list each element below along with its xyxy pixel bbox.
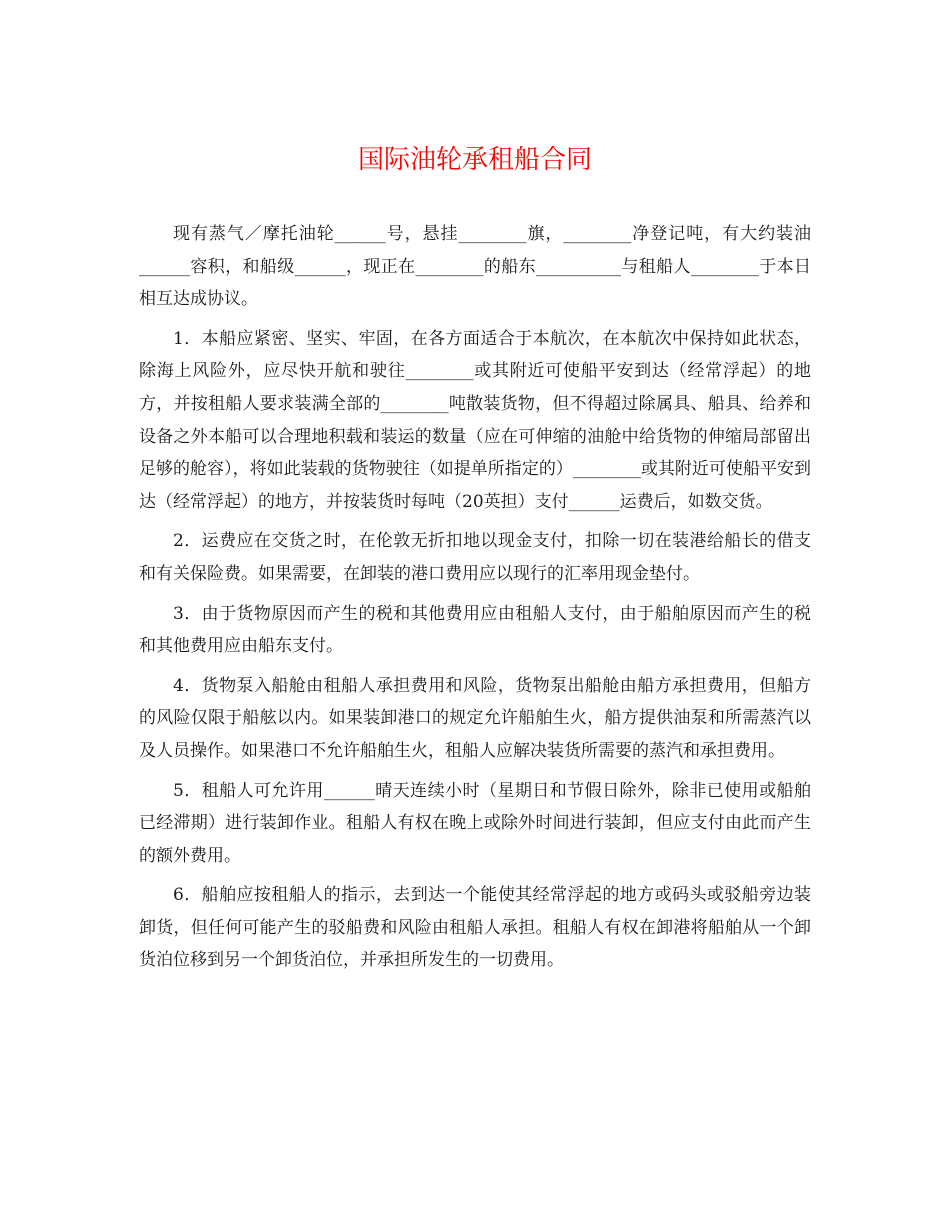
clause-2: 2．运费应在交货之时，在伦敦无折扣地以现金支付，扣除一切在装港给船长的借支和有关保险费。如果需要，在卸装的港口费用应以现行的汇率用现金垫付。 xyxy=(139,531,811,584)
clause-4: 4．货物泵入船舱由租船人承担费用和风险，货物泵出船舱由船方承担费用，但船方的风险仅限于船舷以内。如果装卸港口的规定允许船舶生火，船方提供油泵和所需蒸汽以及人员操作。如果港口不允许船舶生火，租船人应解决装货所需要的蒸汽和承担费用。 xyxy=(139,675,811,761)
clause-1: 1．本船应紧密、坚实、牢固，在各方面适合于本航次，在本航次中保持如此状态，除海上风险外，应尽快开航和驶往________或其附近可使船平安到达（经常浮起）的地方，并按租船人要求装满全部的________吨散装货物，但不得超过除属具、船具、给养和设备之外本船可以合理地积载和装运的数量（应在可伸缩的油舱中给货物的伸缩局部留出足够的舱容），将如此装载的货物驶往（如提单所指定的）________或其附近可使船平安到达（经常浮起）的地方，并按装货时每吨（20英担）支付______运费后，如数交货。 xyxy=(139,328,811,512)
paragraph-preamble: 现有蒸气／摩托油轮______号，悬挂________旗，________净登记吨，有大约装油______容积，和船级______，现正在________的船东__________与租船人________于本日相互达成协议。 xyxy=(139,224,811,310)
clause-5: 5．租船人可允许用______晴天连续小时（星期日和节假日除外，除非已使用或船舶已经滞期）进行装卸作业。租船人有权在晚上或除外时间进行装卸，但应支付由此而产生的额外费用。 xyxy=(139,780,811,866)
document-body xyxy=(139,218,811,984)
clause-3: 3．由于货物原因而产生的税和其他费用应由租船人支付，由于船舶原因而产生的税和其他费用应由船东支付。 xyxy=(139,603,811,657)
document-title: 国际油轮承租船合同 xyxy=(357,145,592,175)
clause-6: 6．船舶应按租船人的指示，去到达一个能使其经常浮起的地方或码头或驳船旁边装卸货，但任何可能产生的驳船费和风险由租船人承担。租船人有权在卸港将船舶从一个卸货泊位移到另一个卸货泊位，并承担所发生的一切费用。 xyxy=(139,885,811,971)
